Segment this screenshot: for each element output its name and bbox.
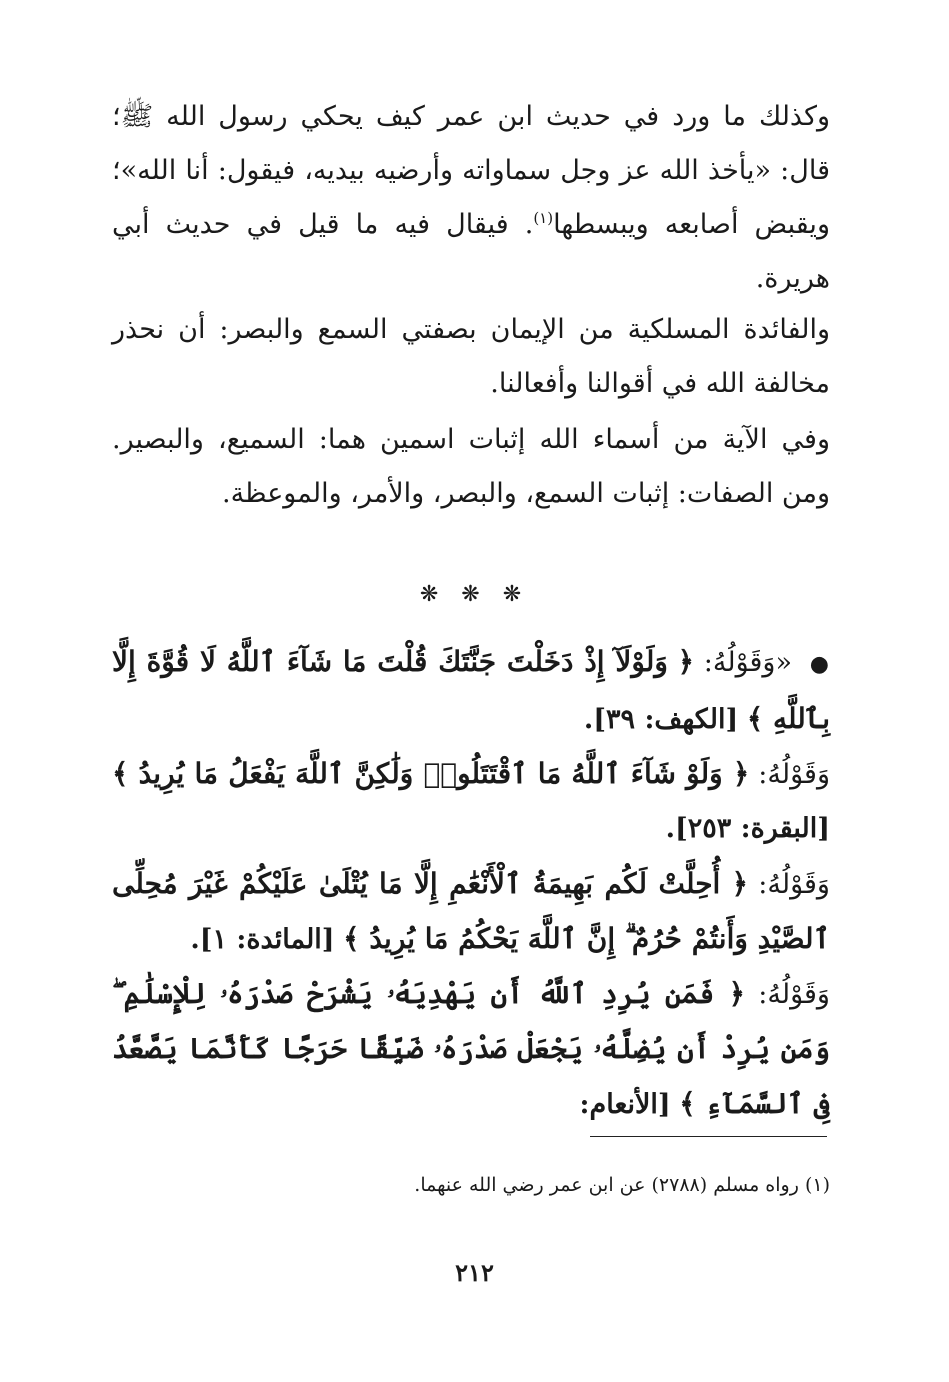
section-separator: ❋ ❋ ❋: [419, 582, 530, 607]
paragraph-text: والفائدة المسلكية من الإيمان بصفتي السمع والبصر: أن نحذر مخالفة الله في أقوالنا وأفعالنا.: [112, 314, 830, 399]
verse-intro: وَقَوْلُهُ:: [758, 869, 830, 900]
footnote: [300, 1170, 830, 1200]
footnote-number: (١): [804, 1174, 830, 1196]
footnote-divider: [590, 1136, 827, 1137]
verse-al-baqarah: [112, 747, 830, 856]
paragraph-text: . فيقال فيه ما قيل في حديث أبي هريرة.: [112, 209, 830, 294]
paragraph-practical-benefit: [112, 303, 830, 411]
verse-reference: [الأنعام:: [579, 1089, 671, 1120]
verse-reference: [المائدة: ١].: [190, 924, 335, 955]
paragraph-text: وكذلك ما ورد في حديث ابن عمر كيف يحكي رسول الله ﷺ؛ قال: «يأخذ الله عز وجل سماواته وأرضيه بيديه، فيقول: أنا الله»؛ ويقبض أصابعه ويبسطها: [112, 101, 830, 240]
paragraph-names-and-attributes: [112, 413, 830, 521]
verse-al-anam: [112, 967, 830, 1132]
verse-text: ﴿ أُحِلَّتْ لَكُم بَهِيمَةُ ٱلْأَنْعَٰمِ إِلَّا مَا يُتْلَىٰ عَلَيْكُمْ غَيْرَ مُحِلِّى ٱلصَّيْدِ وَأَنتُمْ حُرُمٌ ۗ إِنَّ ٱللَّهَ يَحْكُمُ مَا يُرِيدُ ﴾: [112, 867, 830, 955]
footnote-marker[interactable]: (١): [533, 209, 554, 227]
verse-al-kahf: [112, 635, 830, 747]
paragraph-text: وفي الآية من أسماء الله إثبات اسمين هما: السميع، والبصير. ومن الصفات: إثبات السمع، والبصر، والأمر، والموعظة.: [112, 424, 830, 509]
verse-intro: وَقَوْلُهُ:: [758, 979, 830, 1010]
verse-text: ﴿ فَمَن يُرِدِ ٱللَّهُ أَن يَهْدِيَهُۥ يَشْرَحْ صَدْرَهُۥ لِلْإِسْلَٰمِ ۖ وَمَن يُرِدْ أَن يُضِلَّهُۥ يَجْعَلْ صَدْرَهُۥ ضَيِّقًا حَرَجًا كَأَنَّمَا يَصَّعَّدُ فِى ٱلسَّمَآءِ ﴾: [112, 977, 830, 1120]
verse-text: ﴿ وَلَوْ شَآءَ ٱللَّهُ مَا ٱقْتَتَلُوا۟ وَلَٰكِنَّ ٱللَّهَ يَفْعَلُ مَا يُرِيدُ ﴾: [112, 757, 750, 790]
verse-al-maidah: [112, 857, 830, 967]
verse-reference: [الكهف: ٣٩].: [583, 704, 739, 735]
footnote-text: رواه مسلم (٢٧٨٨) عن ابن عمر رضي الله عنهما.: [414, 1174, 799, 1196]
verse-text: ﴿ وَلَوْلَآ إِذْ دَخَلْتَ جَنَّتَكَ قُلْتَ مَا شَآءَ ٱللَّهُ لَا قُوَّةَ إِلَّا بِٱللَّهِ ﴾: [112, 645, 830, 735]
verse-reference: [البقرة: ٢٥٣].: [665, 813, 830, 844]
verse-intro: وَقَوْلُهُ:: [758, 759, 830, 790]
page-number: ٢١٢: [455, 1258, 494, 1287]
verse-intro: «وَقَوْلُهُ:: [703, 647, 792, 678]
paragraph-ibn-umar-hadith: [112, 90, 830, 306]
bullet-icon: ●: [809, 652, 831, 677]
